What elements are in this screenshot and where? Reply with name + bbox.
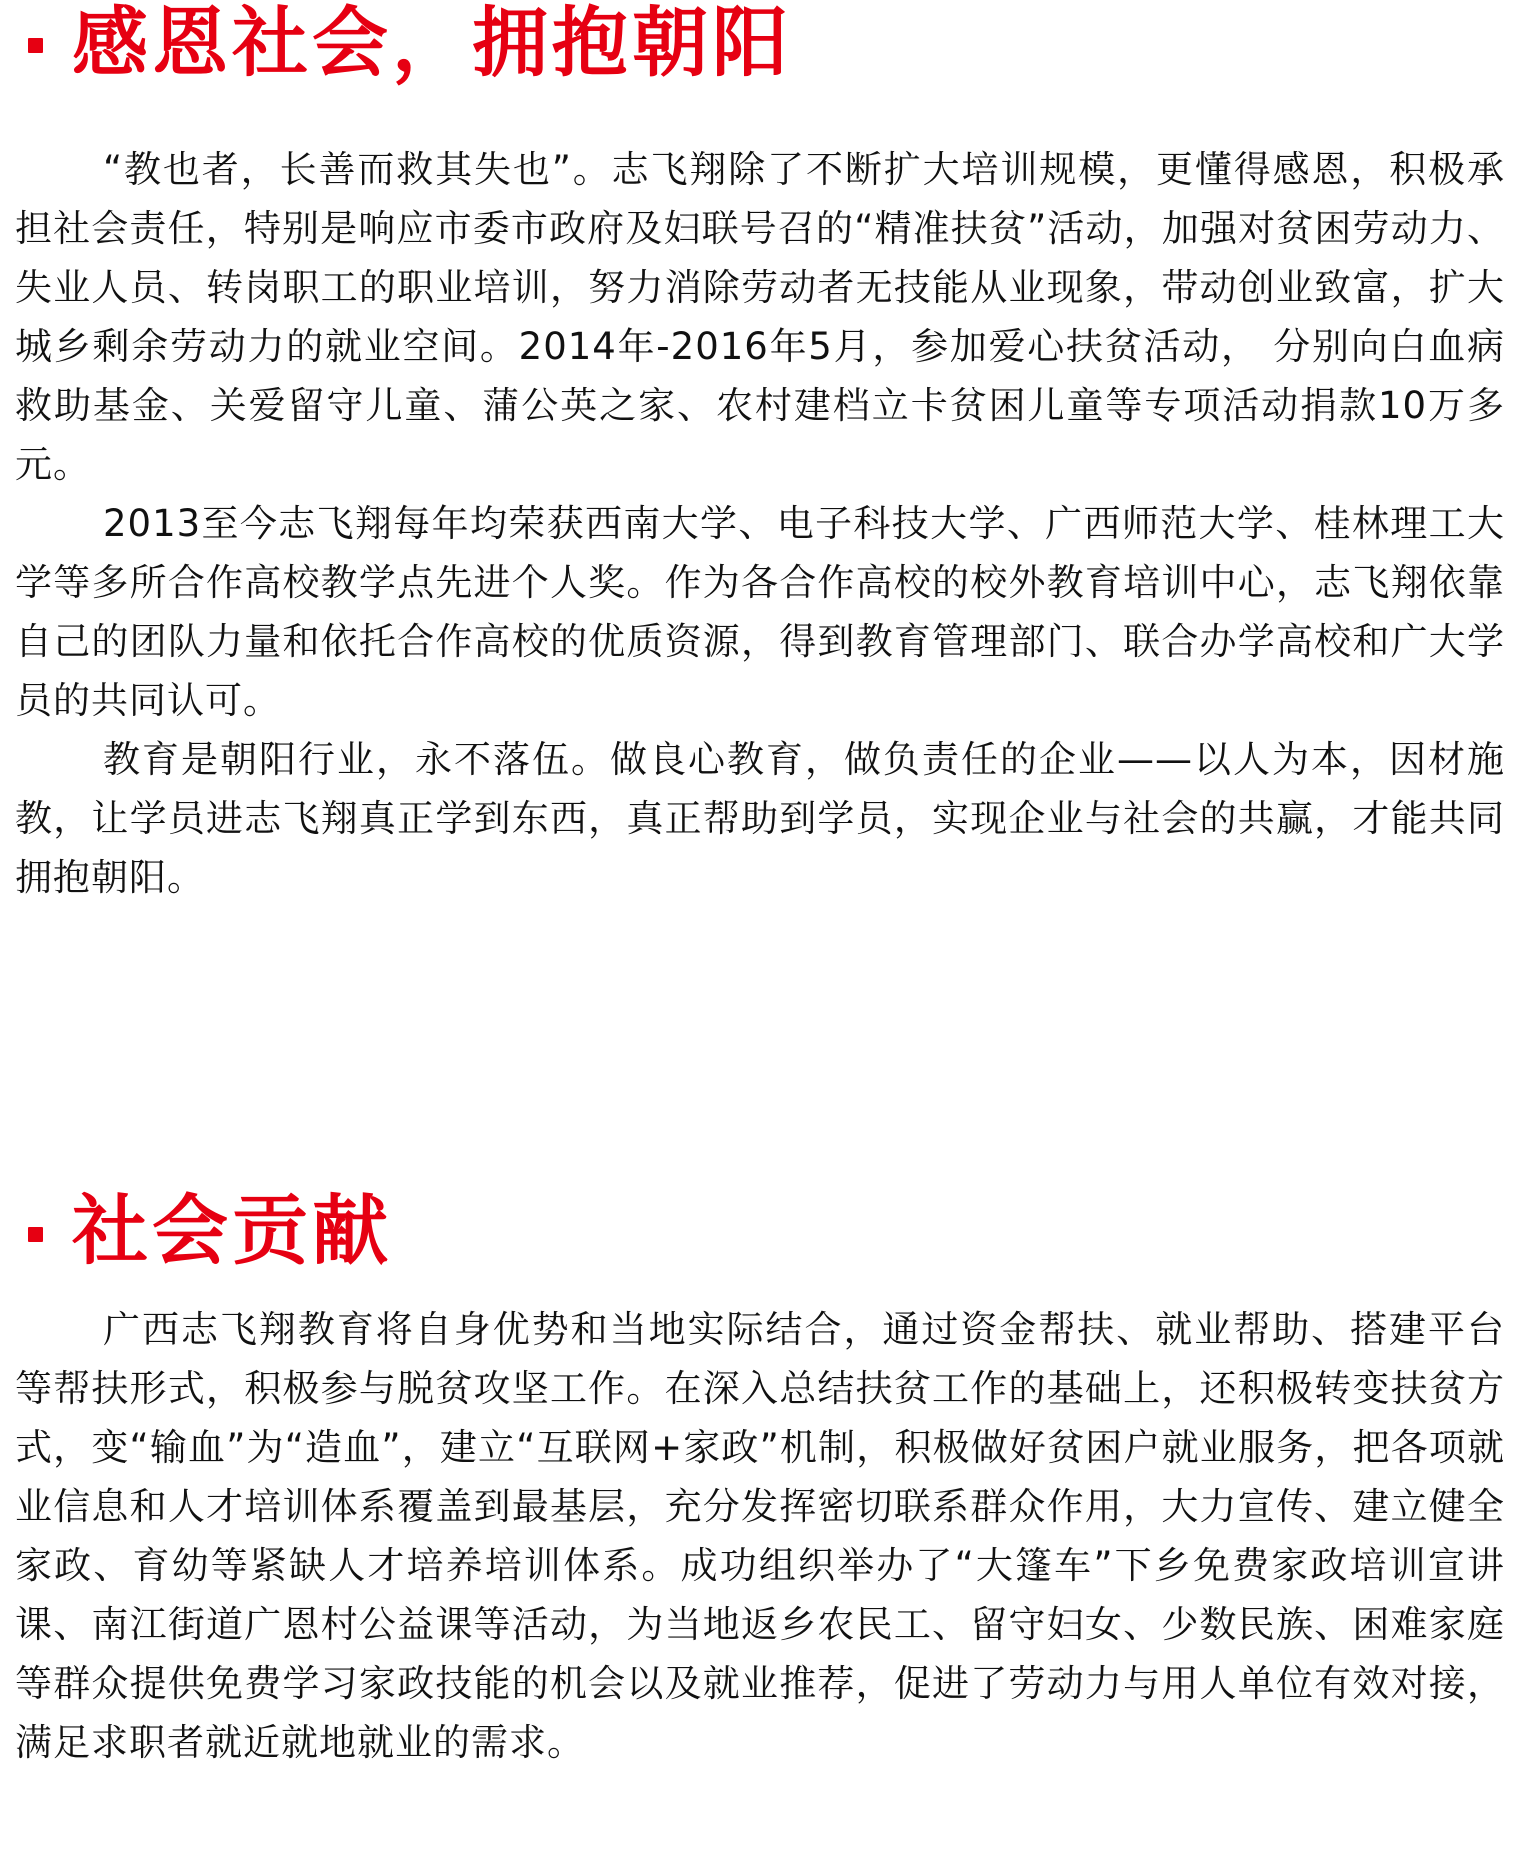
- paragraph: 教育是朝阳行业，永不落伍。做良心教育，做负责任的企业——以人为本，因材施教，让学员进志飞翔真正学到东西，真正帮助到学员，实现企业与社会的共赢，才能共同拥抱朝阳。: [15, 738, 1505, 899]
- square-bullet-icon: [28, 38, 43, 53]
- section-body: [15, 140, 1505, 907]
- section-social-contribution: [0, 1180, 1520, 1764]
- section-heading: [0, 0, 1520, 105]
- section-heading: [0, 1180, 1520, 1285]
- paragraph: “教也者，长善而救其失也”。志飞翔除了不断扩大培训规模，更懂得感恩，积极承担社会责任，特别是响应市委市政府及妇联号召的“精准扶贫”活动，加强对贫困劳动力、失业人员、转岗职工的职业培训，努力消除劳动者无技能从业现象，带动创业致富，扩大城乡剩余劳动力的就业空间。2014年-2016年5月，参加爱心扶贫活动， 分别向白血病救助基金、关爱留守儿童、蒲公英之家、农村建档立卡贫困儿童等专项活动捐款10万多元。: [15, 148, 1505, 486]
- section-title: 感恩社会，拥抱朝阳: [72, 0, 792, 87]
- section-gratitude: [0, 0, 1520, 899]
- square-bullet-icon: [28, 1227, 43, 1242]
- section-body: [15, 1300, 1505, 1772]
- paragraph: 2013至今志飞翔每年均荣获西南大学、电子科技大学、广西师范大学、桂林理工大学等多所合作高校教学点先进个人奖。作为各合作高校的校外教育培训中心，志飞翔依靠自己的团队力量和依托合作高校的优质资源，得到教育管理部门、联合办学高校和广大学员的共同认可。: [15, 502, 1505, 722]
- section-title: 社会贡献: [72, 1186, 392, 1275]
- paragraph: 广西志飞翔教育将自身优势和当地实际结合，通过资金帮扶、就业帮助、搭建平台等帮扶形式，积极参与脱贫攻坚工作。在深入总结扶贫工作的基础上，还积极转变扶贫方式，变“输血”为“造血”，建立“互联网+家政”机制，积极做好贫困户就业服务，把各项就业信息和人才培训体系覆盖到最基层，充分发挥密切联系群众作用，大力宣传、建立健全家政、育幼等紧缺人才培养培训体系。成功组织举办了“大篷车”下乡免费家政培训宣讲课、南江街道广恩村公益课等活动，为当地返乡农民工、留守妇女、少数民族、困难家庭等群众提供免费学习家政技能的机会以及就业推荐，促进了劳动力与用人单位有效对接，满足求职者就近就地就业的需求。: [15, 1308, 1505, 1764]
